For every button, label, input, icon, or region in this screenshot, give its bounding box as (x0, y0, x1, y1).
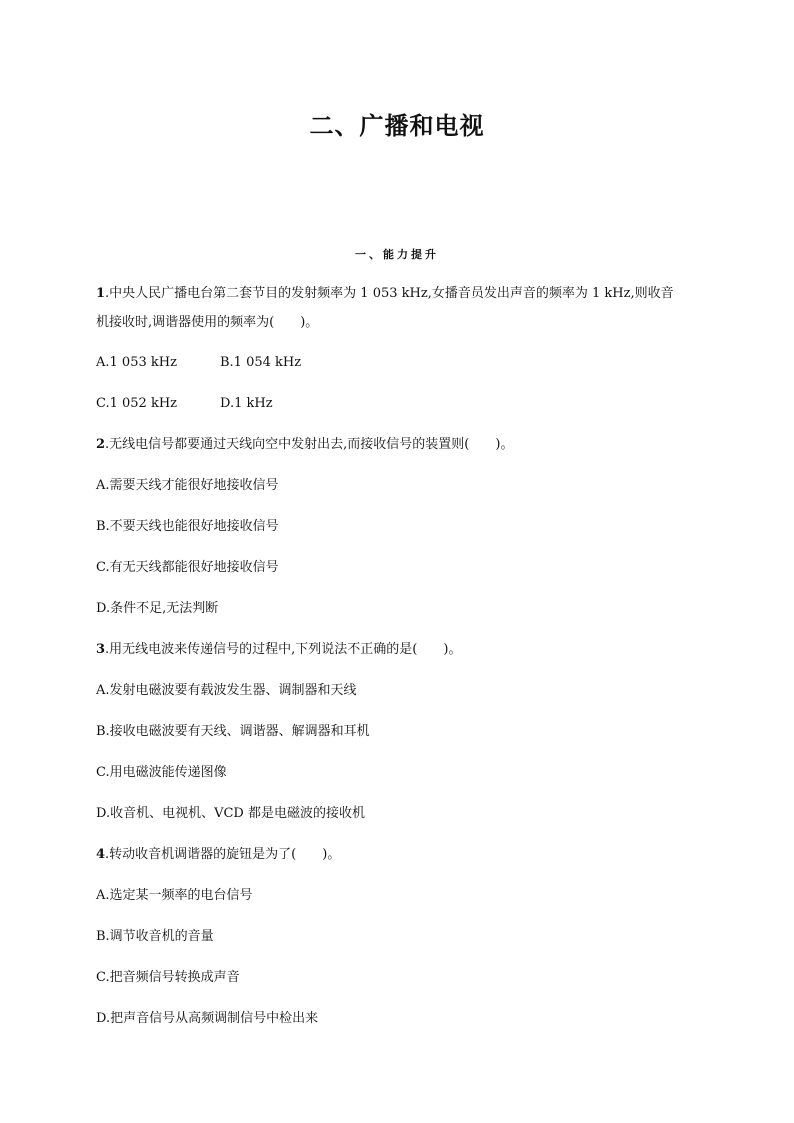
question-2-option-c: C.有无天线都能很好地接收信号 (96, 560, 279, 575)
question-2-option-b: B.不要天线也能很好地接收信号 (96, 519, 279, 534)
question-4-option-a: A.选定某一频率的电台信号 (96, 888, 253, 903)
question-number: 3 (96, 642, 106, 657)
question-3-option-d: D.收音机、电视机、VCD 都是电磁波的接收机 (96, 806, 365, 821)
question-1-option-b: B.1 054 kHz (220, 355, 302, 370)
question-text: .无线电信号都要通过天线向空中发射出去,而接收信号的装置则( )。 (105, 437, 514, 452)
question-1-stem-continued: 机接收时,调谐器使用的频率为( )。 (96, 315, 319, 330)
question-2-option-d: D.条件不足,无法判断 (96, 601, 219, 616)
question-2-option-a: A.需要天线才能很好地接收信号 (96, 478, 279, 493)
question-text: .转动收音机调谐器的旋钮是为了( )。 (105, 847, 341, 862)
question-2-stem (96, 437, 513, 453)
question-3-option-c: C.用电磁波能传递图像 (96, 765, 227, 780)
question-text: .用无线电波来传递信号的过程中,下列说法不正确的是( )。 (105, 642, 462, 657)
question-1-option-d: D.1 kHz (220, 396, 273, 411)
question-4-stem (96, 847, 340, 863)
question-4-option-d: D.把声音信号从高频调制信号中检出来 (96, 1011, 319, 1026)
section-heading: 一、能力提升 (355, 248, 439, 261)
question-1-stem (96, 286, 674, 302)
page-title: 二、广播和电视 (309, 112, 485, 140)
question-1-option-c: C.1 052 kHz (96, 396, 178, 411)
question-4-option-c: C.把音频信号转换成声音 (96, 970, 240, 985)
question-1-option-a: A.1 053 kHz (96, 355, 177, 370)
question-4-option-b: B.调节收音机的音量 (96, 929, 214, 944)
question-number: 2 (96, 437, 106, 452)
question-number: 1 (96, 286, 106, 301)
question-3-option-a: A.发射电磁波要有载波发生器、调制器和天线 (96, 683, 357, 698)
question-text: .中央人民广播电台第二套节目的发射频率为 1 053 kHz,女播音员发出声音的频率为 1 kHz,则收音 (105, 286, 674, 301)
question-3-option-b: B.接收电磁波要有天线、调谐器、解调器和耳机 (96, 724, 370, 739)
question-number: 4 (96, 847, 106, 862)
question-3-stem (96, 642, 461, 658)
